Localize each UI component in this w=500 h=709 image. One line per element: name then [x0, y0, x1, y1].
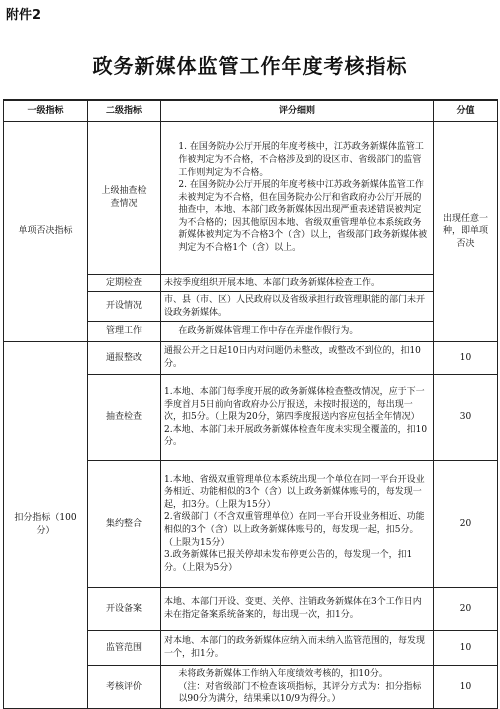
level2-cell: 抽查检查 [88, 375, 161, 461]
rule-text: （注：对省级部门不检查该项指标，其评分方式为：扣分指标以90分为满分，结果乘以10/9为得分。） [178, 681, 422, 705]
table-header-row [4, 100, 498, 122]
rules-cell [161, 342, 434, 375]
rules-cell [161, 322, 434, 342]
rule-text: 市、县（市、区）人民政府以及省级承担行政管理职能的部门未开设政务新媒体。 [164, 294, 426, 318]
level2-cell: 开设情况 [88, 292, 161, 322]
rule-text: 1. 在国务院办公厅开展的年度考核中，江苏政务新媒体监管工作被判定为不合格，不合格涉及到的设区市、省级部门的监管工作则判定为不合格。 [178, 142, 424, 178]
level2-cell: 开设备案 [88, 588, 161, 631]
header-score: 分值 [434, 100, 498, 122]
rule-text: 在政务新媒体管理工作中存在弄虚作假行为。 [178, 326, 359, 337]
rules-cell [161, 631, 434, 666]
rule-text: 3.政务新媒体已报关停却未发布停更公告的，每发现一个，扣1分。（上限为5分） [164, 550, 413, 573]
rule-text: 1.本地、本部门每季度开展的政务新媒体检查整改情况，应于下一季度首月5日前向省政府办公厅报送，未按时报送的，每出现一次，扣5分。（上限为20分，第四季度报送内容应包括全年情况） [164, 387, 425, 423]
score-cell: 20 [434, 461, 498, 588]
level2-cell: 集约整合 [88, 461, 161, 588]
rule-text: 2. 在国务院办公厅开展的年度考核中江苏政务新媒体监管工作未被判定为不合格，但在国务院办公厅和省政府办公厅开展的抽查中，本地、本部门政务新媒体因出现严重表述错误被判定为不合格的；因其他原因本地、省级双重管理单位本系统政务新媒体被判定为不合格3个（含）以上，省级部门政务新媒体被判定为不合格1个（含）以上。 [178, 180, 428, 254]
document-title: 政务新媒体监管工作年度考核指标 [92, 54, 408, 78]
score-cell: 10 [434, 342, 498, 375]
level2-cell: 定期检查 [88, 275, 161, 292]
header-level2: 二级指标 [88, 100, 161, 122]
attachment-label: 附件2 [6, 8, 42, 23]
rule-text: 2.省级部门（不含双重管理单位）在同一平台开设业务相近、功能相似的3个（含）以上政务新媒体账号的，每发现一起，扣5分。（上限为15分） [164, 512, 425, 548]
rules-cell [161, 122, 434, 275]
table-row [4, 342, 498, 375]
rules-cell [161, 292, 434, 322]
rule-text: 通报公开之日起10日内对问题仍未整改，或整改不到位的，扣10分。 [164, 346, 421, 369]
rule-text: 未将政务新媒体工作纳入年度绩效考核的，扣10分。 [178, 669, 388, 680]
rule-text: 对本地、本部门的政务新媒体应纳入而未纳入监管范围的，每发现一个，扣1分。 [164, 636, 426, 659]
level1-deduction: 扣分指标（100分） [4, 342, 88, 709]
level1-veto: 单项否决指标 [4, 122, 88, 342]
score-cell: 10 [434, 631, 498, 666]
score-cell: 30 [434, 375, 498, 461]
assessment-table [3, 99, 498, 709]
rule-text: 本地、本部门开设、变更、关停、注销政务新媒体在3个工作日内未在指定备案系统备案的，每出现一次，扣1分。 [164, 597, 422, 620]
rule-text: 未按季度组织开展本地、本部门政务新媒体检查工作。 [164, 277, 381, 288]
level2-cell: 监管范围 [88, 631, 161, 666]
score-veto: 出现任意一种，即单项否决 [434, 122, 498, 342]
rule-text: 1.本地、省级双重管理单位本系统出现一个单位在同一平台开设业务相近、功能相似的3个（含）以上政务新媒体账号的，每发现一起，扣3分。（上限为15分） [164, 474, 425, 510]
score-cell: 10 [434, 666, 498, 709]
level2-cell: 通报整改 [88, 342, 161, 375]
rules-cell [161, 461, 434, 588]
level2-cell: 考核评价 [88, 666, 161, 709]
score-cell: 20 [434, 588, 498, 631]
rules-cell [161, 275, 434, 292]
level2-cell: 上级抽查检查情况 [88, 122, 161, 275]
header-level1: 一级指标 [4, 100, 88, 122]
rules-cell [161, 588, 434, 631]
rules-cell [161, 375, 434, 461]
table-row [4, 122, 498, 275]
level2-cell: 管理工作 [88, 322, 161, 342]
rules-cell [161, 666, 434, 709]
header-rules: 评分细则 [161, 100, 434, 122]
rule-text: 2.本地、本部门未开展政务新媒体检查年度未实现全覆盖的，扣10分。 [164, 424, 428, 448]
